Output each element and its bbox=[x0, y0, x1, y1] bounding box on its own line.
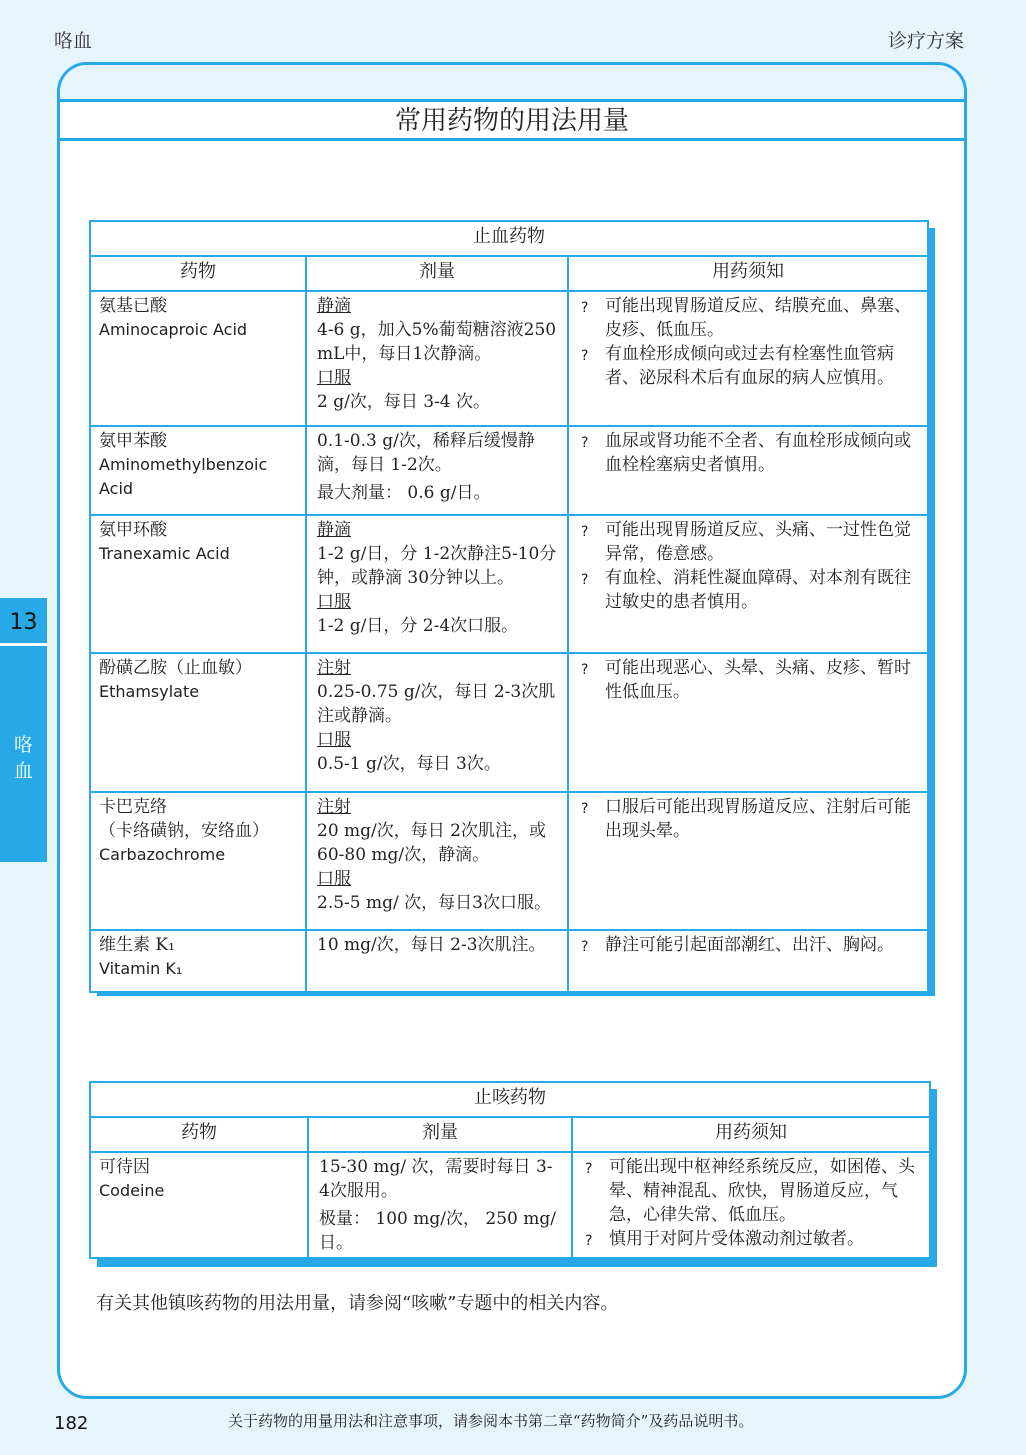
note-item bbox=[579, 933, 919, 959]
note-marker-icon: ? bbox=[581, 662, 589, 678]
note-item bbox=[579, 342, 919, 390]
note-text: 慎用于对阿片受体激动剂过敏者。 bbox=[609, 1229, 864, 1249]
dose-route: 口服 bbox=[317, 869, 351, 889]
drug-name-cn: 氨甲苯酸 bbox=[99, 431, 167, 451]
drug-name-en: Tranexamic Acid bbox=[99, 544, 230, 563]
drug-name-cn: 维生素 K₁ bbox=[99, 935, 175, 955]
table-row bbox=[90, 792, 928, 930]
note-text: 有血栓形成倾向或过去有栓塞性血管病者、泌尿科术后有血尿的病人应慎用。 bbox=[605, 344, 894, 388]
note-marker-icon: ? bbox=[581, 572, 589, 588]
hemostatic-table-wrap bbox=[89, 220, 929, 993]
table-caption: 止血药物 bbox=[90, 221, 928, 256]
dose-text: 10 mg/次，每日 2-3次肌注。 bbox=[317, 935, 546, 955]
notes-cell bbox=[572, 1152, 930, 1258]
drug-name-cn: 氨基已酸 bbox=[99, 296, 167, 316]
note-item bbox=[583, 1227, 921, 1253]
bottom-note: 关于药物的用量用法和注意事项，请参阅本书第二章“药物简介”及药品说明书。 bbox=[228, 1412, 754, 1430]
notes-cell bbox=[568, 930, 928, 992]
note-item bbox=[579, 795, 919, 843]
column-header-drug: 药物 bbox=[90, 256, 306, 291]
dose-text: 1-2 g/日，分 2-4次口服。 bbox=[317, 616, 519, 636]
drug-cell bbox=[90, 930, 306, 992]
drug-name-cn: 酚磺乙胺（止血敏） bbox=[99, 658, 252, 678]
dose-route: 静滴 bbox=[317, 296, 351, 316]
dose-route: 口服 bbox=[317, 368, 351, 388]
dose-route: 口服 bbox=[317, 730, 351, 750]
table-row bbox=[90, 1152, 930, 1258]
note-item bbox=[583, 1155, 921, 1227]
note-text: 血尿或肾功能不全者、有血栓形成倾向或血栓栓塞病史者慎用。 bbox=[605, 431, 911, 475]
note-marker-icon: ? bbox=[581, 939, 589, 955]
note-text: 静注可能引起面部潮红、出汗、胸闷。 bbox=[605, 935, 894, 955]
dose-cell bbox=[308, 1152, 572, 1258]
dose-cell bbox=[306, 792, 568, 930]
note-marker-icon: ? bbox=[581, 801, 589, 817]
dose-text: 15-30 mg/ 次，需要时每日 3-4次服用。 bbox=[319, 1157, 553, 1201]
column-header-dose: 剂量 bbox=[306, 256, 568, 291]
notes-cell bbox=[568, 792, 928, 930]
chapter-label: 咯血 bbox=[14, 734, 34, 782]
column-header-drug: 药物 bbox=[90, 1117, 308, 1152]
note-text: 口服后可能出现胃肠道反应、注射后可能出现头晕。 bbox=[605, 797, 911, 841]
dose-cell bbox=[306, 291, 568, 426]
drug-name-en: Carbazochrome bbox=[99, 845, 226, 864]
footnote: 有关其他镇咳药物的用法用量，请参阅“咳嗽”专题中的相关内容。 bbox=[96, 1293, 619, 1314]
dose-cell bbox=[306, 653, 568, 792]
column-header-notes: 用药须知 bbox=[568, 256, 928, 291]
dose-text: 0.25-0.75 g/次，每日 2-3次肌注或静滴。 bbox=[317, 682, 556, 726]
notes-cell bbox=[568, 291, 928, 426]
drug-cell bbox=[90, 291, 306, 426]
antitussive-table-wrap bbox=[89, 1081, 931, 1259]
dose-text: 2.5-5 mg/ 次，每日3次口服。 bbox=[317, 893, 551, 913]
chapter-number: 13 bbox=[0, 598, 47, 646]
drug-name-cn: 卡巴克络 bbox=[99, 797, 167, 817]
table-row bbox=[90, 653, 928, 792]
note-item bbox=[579, 429, 919, 477]
drug-cell bbox=[90, 1152, 308, 1258]
notes-cell bbox=[568, 426, 928, 515]
dose-route: 注射 bbox=[317, 797, 351, 817]
header-left: 咯血 bbox=[54, 30, 93, 52]
note-text: 可能出现恶心、头晕、头痛、皮疹、暂时性低血压。 bbox=[605, 658, 911, 702]
note-item bbox=[579, 566, 919, 614]
hemostatic-table bbox=[89, 220, 929, 993]
note-marker-icon: ? bbox=[581, 435, 589, 451]
drug-name-en: Aminomethylbenzoic Acid bbox=[99, 455, 268, 498]
note-text: 可能出现胃肠道反应、结膜充血、鼻塞、皮疹、低血压。 bbox=[605, 296, 911, 340]
table-caption: 止咳药物 bbox=[90, 1082, 930, 1117]
chapter-tab[interactable] bbox=[0, 598, 47, 862]
drug-name-en: Ethamsylate bbox=[99, 682, 200, 701]
drug-cell bbox=[90, 792, 306, 930]
note-marker-icon: ? bbox=[581, 524, 589, 540]
dose-text: 0.1-0.3 g/次，稀释后缓慢静滴，每日 1-2次。 bbox=[317, 431, 535, 475]
dose-cell bbox=[306, 515, 568, 653]
dose-text: 20 mg/次，每日 2次肌注，或60-80 mg/次，静滴。 bbox=[317, 821, 546, 865]
table-row bbox=[90, 515, 928, 653]
drug-name-cn: 可待因 bbox=[99, 1157, 150, 1177]
drug-name-en: Codeine bbox=[99, 1181, 165, 1200]
table-row bbox=[90, 291, 928, 426]
column-header-dose: 剂量 bbox=[308, 1117, 572, 1152]
dose-text: 2 g/次，每日 3-4 次。 bbox=[317, 392, 491, 412]
dose-cell bbox=[306, 426, 568, 515]
table-row bbox=[90, 426, 928, 515]
header-right: 诊疗方案 bbox=[887, 30, 964, 52]
dose-text: 4-6 g，加入5%葡萄糖溶液250 mL中，每日1次静滴。 bbox=[317, 320, 557, 364]
page-title: 常用药物的用法用量 bbox=[60, 99, 964, 141]
drug-name-en: Vitamin K₁ bbox=[99, 959, 183, 978]
drug-cell bbox=[90, 515, 306, 653]
dose-route: 口服 bbox=[317, 592, 351, 612]
drug-cell bbox=[90, 426, 306, 515]
table-row bbox=[90, 930, 928, 992]
dose-text: 0.5-1 g/次，每日 3次。 bbox=[317, 754, 501, 774]
note-item bbox=[579, 656, 919, 704]
notes-cell bbox=[568, 515, 928, 653]
note-text: 可能出现中枢神经系统反应，如困倦、头晕、精神混乱、欣快，胃肠道反应，气急，心律失常、低血压。 bbox=[609, 1157, 915, 1225]
antitussive-table bbox=[89, 1081, 931, 1259]
note-text: 有血栓、消耗性凝血障碍、对本剂有既往过敏史的患者慎用。 bbox=[605, 568, 911, 612]
dose-text: 1-2 g/日，分 1-2次静注5-10分钟，或静滴 30分钟以上。 bbox=[317, 544, 557, 588]
note-marker-icon: ? bbox=[585, 1161, 593, 1177]
dose-text: 最大剂量： 0.6 g/日。 bbox=[317, 483, 491, 503]
drug-name-cn: 氨甲环酸 bbox=[99, 520, 167, 540]
frame-top-band bbox=[60, 65, 964, 101]
drug-name-en: Aminocaproic Acid bbox=[99, 320, 248, 339]
page-number: 182 bbox=[54, 1413, 89, 1434]
note-text: 可能出现胃肠道反应、头痛、一过性色觉异常，倦意感。 bbox=[605, 520, 911, 564]
note-marker-icon: ? bbox=[585, 1233, 593, 1249]
drug-alias-cn: （卡络磺钠，安络血） bbox=[99, 821, 269, 841]
dose-route: 静滴 bbox=[317, 520, 351, 540]
note-marker-icon: ? bbox=[581, 300, 589, 316]
notes-cell bbox=[568, 653, 928, 792]
dose-cell bbox=[306, 930, 568, 992]
dose-text: 极量： 100 mg/次， 250 mg/日。 bbox=[319, 1209, 556, 1253]
note-marker-icon: ? bbox=[581, 348, 589, 364]
column-header-notes: 用药须知 bbox=[572, 1117, 930, 1152]
note-item bbox=[579, 294, 919, 342]
dose-route: 注射 bbox=[317, 658, 351, 678]
note-item bbox=[579, 518, 919, 566]
drug-cell bbox=[90, 653, 306, 792]
